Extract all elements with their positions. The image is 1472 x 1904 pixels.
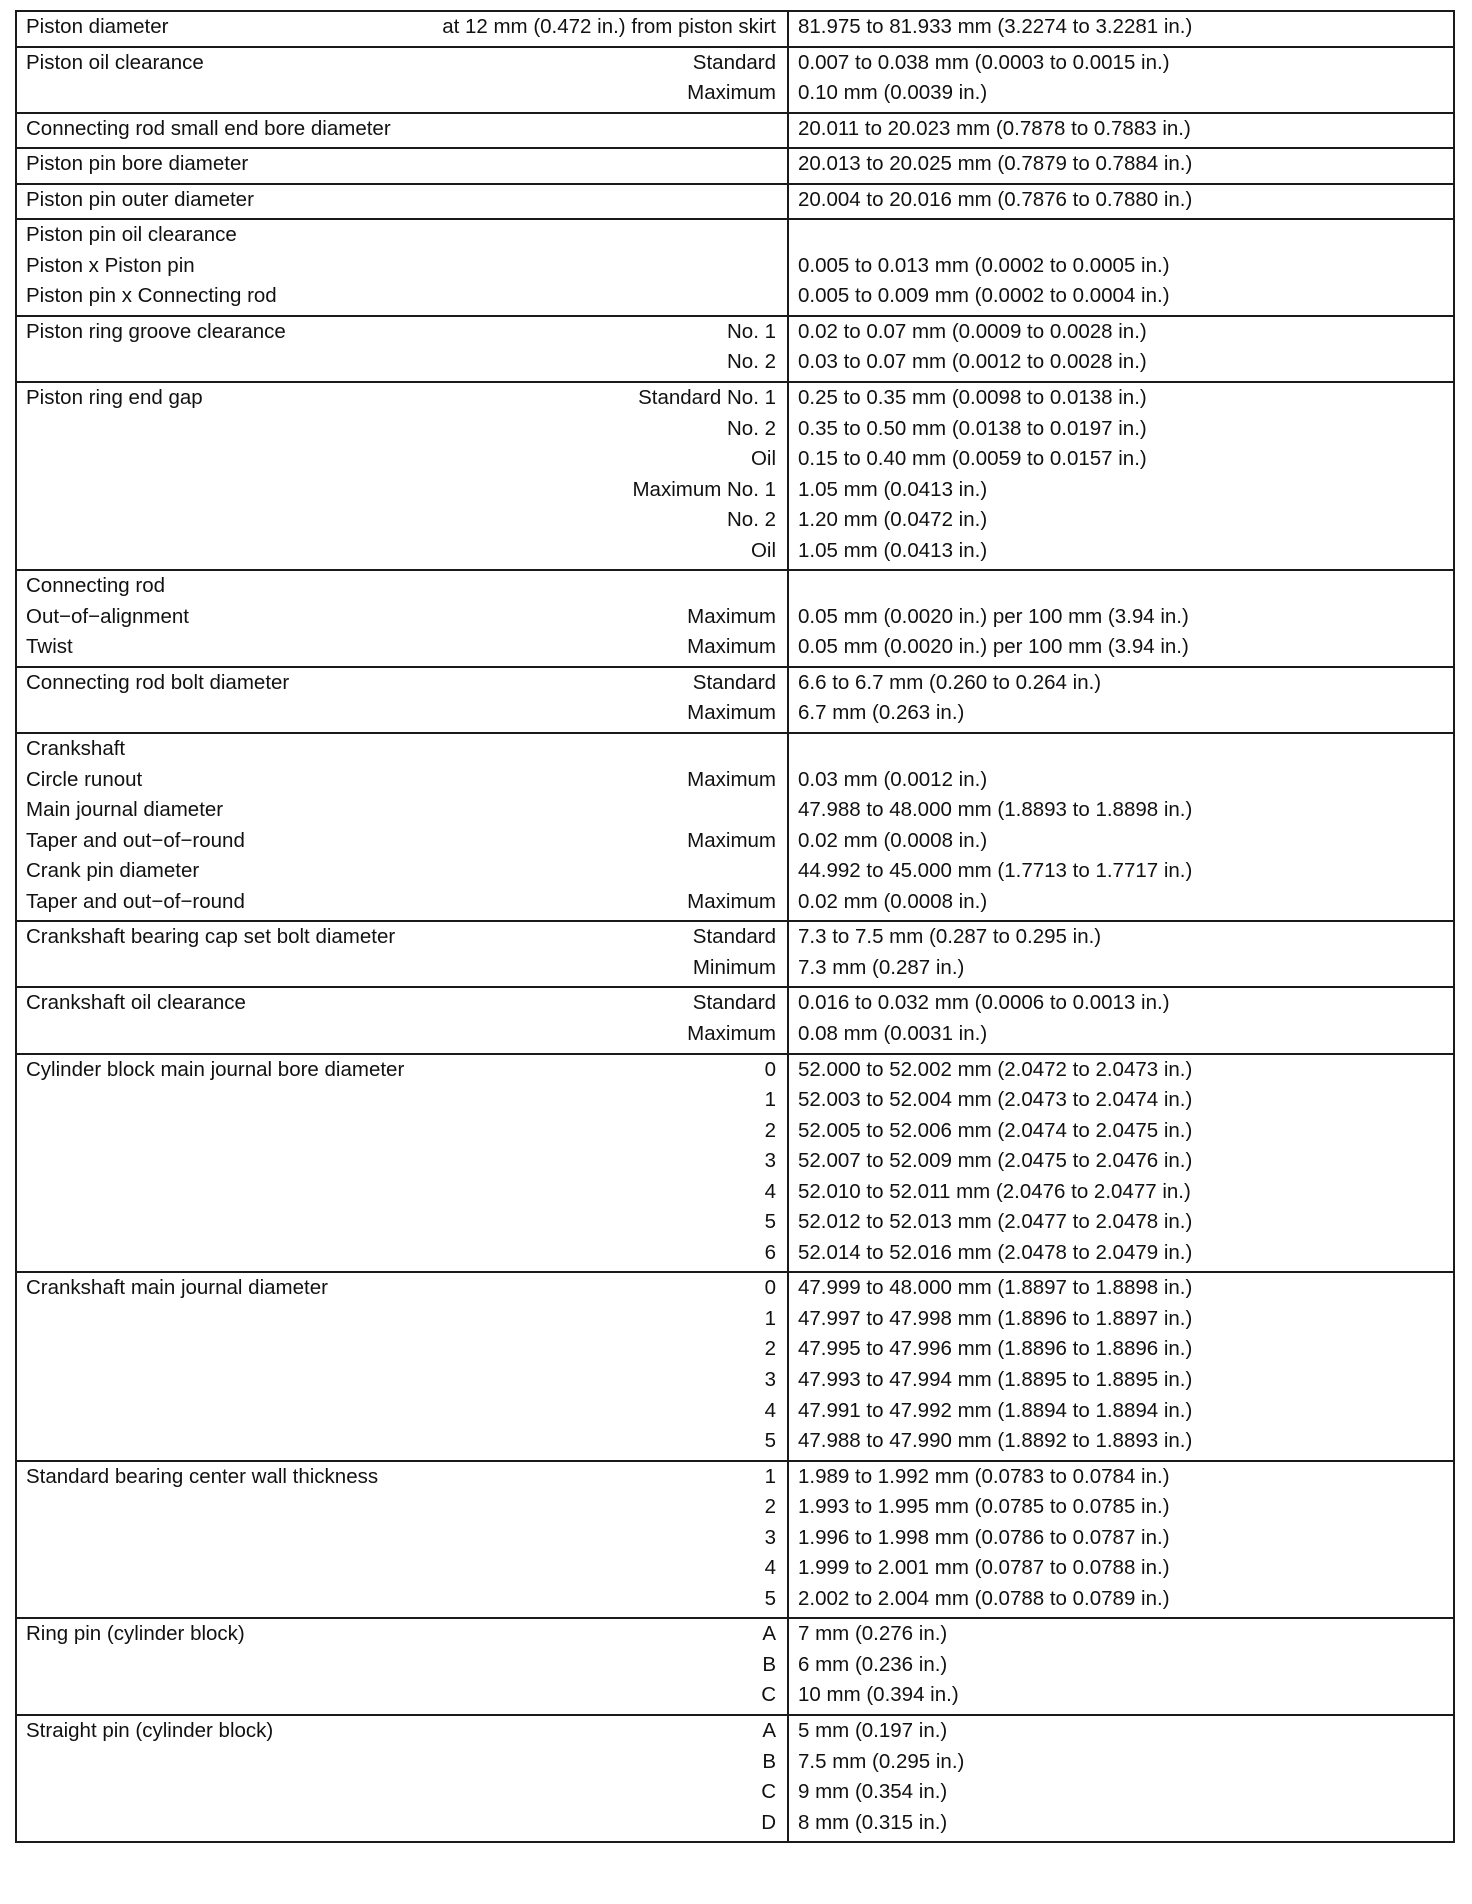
spec-condition-label: B <box>762 1652 776 1676</box>
spec-item-line <box>17 475 787 506</box>
spec-item-line <box>17 347 787 378</box>
spec-condition-label: Minimum <box>692 955 776 979</box>
spec-value: 0.03 mm (0.0012 in.) <box>798 767 988 791</box>
spec-row <box>16 1054 1454 1273</box>
spec-item-line <box>17 668 787 699</box>
spec-item-cell <box>16 1618 788 1715</box>
row-padding <box>17 729 787 732</box>
spec-value: 52.000 to 52.002 mm (2.0472 to 2.0473 in.) <box>798 1057 1193 1081</box>
spec-condition-label: Oil <box>750 447 776 471</box>
spec-item-cell <box>16 667 788 733</box>
spec-row <box>16 1272 1454 1460</box>
spec-condition-label: No. 2 <box>727 508 776 532</box>
spec-value: 0.02 to 0.07 mm (0.0009 to 0.0028 in.) <box>798 319 1147 343</box>
row-padding <box>789 983 1453 986</box>
spec-item-cell <box>16 733 788 921</box>
spec-item-cell <box>16 1272 788 1460</box>
row-padding <box>17 144 787 147</box>
spec-item-line <box>17 536 787 567</box>
spec-condition-label: 1 <box>764 1464 776 1488</box>
spec-item-cell <box>16 316 788 382</box>
row-padding <box>789 1268 1453 1271</box>
spec-value-cell <box>788 219 1454 316</box>
spec-item-label: Ring pin (cylinder block) <box>26 1622 245 1646</box>
spec-value-cell <box>788 733 1454 921</box>
spec-item-line <box>17 78 787 109</box>
row-padding <box>789 729 1453 732</box>
spec-item-label: Crankshaft bearing cap set bolt diameter <box>26 925 396 949</box>
row-padding <box>789 1050 1453 1053</box>
spec-item-line <box>17 1462 787 1493</box>
spec-item-label: Piston diameter <box>26 15 169 38</box>
spec-value: 0.25 to 0.35 mm (0.0098 to 0.0138 in.) <box>798 386 1147 410</box>
spec-item-cell <box>16 113 788 149</box>
spec-condition-label: D <box>761 1810 776 1834</box>
spec-item-line <box>17 795 787 826</box>
spec-value: 8 mm (0.315 in.) <box>798 1810 948 1834</box>
spec-item-label: Out−of−alignment <box>26 604 189 628</box>
spec-row <box>16 1461 1454 1619</box>
spec-value: 5 mm (0.197 in.) <box>798 1718 948 1742</box>
row-padding <box>17 1838 787 1841</box>
spec-value-cell <box>788 1618 1454 1715</box>
spec-row <box>16 219 1454 316</box>
spec-value <box>789 734 1453 765</box>
spec-condition-label: 0 <box>764 1276 776 1300</box>
spec-value <box>789 220 1453 251</box>
spec-value-cell <box>788 1461 1454 1619</box>
spec-value: 0.02 mm (0.0008 in.) <box>798 889 988 913</box>
spec-item-line <box>17 734 787 765</box>
spec-condition-label: Maximum <box>687 1021 776 1045</box>
spec-condition-label: at 12 mm (0.472 in.) from piston skirt <box>442 15 776 38</box>
spec-value: 1.996 to 1.998 mm (0.0786 to 0.0787 in.) <box>798 1525 1170 1549</box>
row-padding <box>789 378 1453 381</box>
spec-item-line <box>17 1777 787 1808</box>
spec-value-cell <box>788 667 1454 733</box>
spec-value: 1.05 mm (0.0413 in.) <box>798 538 988 562</box>
spec-value: 52.007 to 52.009 mm (2.0475 to 2.0476 in.) <box>798 1149 1193 1173</box>
row-padding <box>17 983 787 986</box>
spec-item-line <box>17 185 787 216</box>
spec-value: 0.05 mm (0.0020 in.) per 100 mm (3.94 in.) <box>798 604 1189 628</box>
spec-value: 6 mm (0.236 in.) <box>798 1652 948 1676</box>
spec-value: 20.013 to 20.025 mm (0.7879 to 0.7884 in.) <box>798 152 1193 176</box>
spec-item-cell <box>16 219 788 316</box>
spec-condition-label: 5 <box>764 1586 776 1610</box>
spec-row <box>16 570 1454 667</box>
spec-condition-label: Standard <box>692 991 776 1015</box>
spec-condition-label: Maximum <box>687 701 776 725</box>
spec-condition-label: C <box>761 1780 776 1804</box>
spec-row <box>16 667 1454 733</box>
spec-value: 47.995 to 47.996 mm (1.8896 to 1.8896 in.) <box>798 1337 1193 1361</box>
spec-value: 0.005 to 0.013 mm (0.0002 to 0.0005 in.) <box>798 253 1170 277</box>
row-padding <box>789 109 1453 112</box>
spec-item-line <box>17 1273 787 1304</box>
row-padding <box>17 1711 787 1714</box>
spec-row <box>16 184 1454 220</box>
spec-item-line <box>17 698 787 729</box>
spec-item-label: Twist <box>26 635 73 659</box>
spec-value: 6.7 mm (0.263 in.) <box>798 701 965 725</box>
spec-value-cell <box>788 382 1454 570</box>
spec-item-cell <box>16 11 788 47</box>
spec-item-label: Standard bearing center wall thickness <box>26 1464 379 1488</box>
spec-value: 0.35 to 0.50 mm (0.0138 to 0.0197 in.) <box>798 416 1147 440</box>
spec-item-label: Crank pin diameter <box>26 859 200 883</box>
spec-item-label: Piston oil clearance <box>26 50 204 74</box>
row-padding <box>789 1711 1453 1714</box>
spec-item-line <box>17 505 787 536</box>
spec-value-cell <box>788 47 1454 113</box>
spec-value: 47.997 to 47.998 mm (1.8896 to 1.8897 in.) <box>798 1306 1193 1330</box>
spec-condition-label: 2 <box>764 1337 776 1361</box>
spec-condition-label: A <box>762 1622 776 1646</box>
spec-condition-label: Maximum No. 1 <box>632 477 776 501</box>
row-padding <box>17 43 787 46</box>
spec-value: 7.3 mm (0.287 in.) <box>798 955 965 979</box>
spec-condition-label: 1 <box>764 1088 776 1112</box>
spec-item-line <box>17 281 787 312</box>
spec-item-line <box>17 1650 787 1681</box>
spec-value: 6.6 to 6.7 mm (0.260 to 0.264 in.) <box>798 670 1102 694</box>
spec-item-cell <box>16 184 788 220</box>
spec-item-line <box>17 1055 787 1086</box>
spec-condition-label: Maximum <box>687 828 776 852</box>
spec-item-label: Connecting rod bolt diameter <box>26 670 290 694</box>
spec-value: 81.975 to 81.933 mm (3.2274 to 3.2281 in.) <box>798 15 1193 38</box>
spec-item-line <box>17 1146 787 1177</box>
spec-item-line <box>17 48 787 79</box>
spec-item-cell <box>16 921 788 987</box>
row-padding <box>789 180 1453 183</box>
spec-row <box>16 11 1454 47</box>
spec-item-label: Piston x Piston pin <box>26 253 195 277</box>
spec-value: 47.991 to 47.992 mm (1.8894 to 1.8894 in.) <box>798 1398 1193 1422</box>
spec-item-label: Piston pin oil clearance <box>26 223 237 247</box>
row-padding <box>789 1614 1453 1617</box>
spec-row <box>16 733 1454 921</box>
spec-item-label: Taper and out−of−round <box>26 889 245 913</box>
spec-value: 52.003 to 52.004 mm (2.0473 to 2.0474 in.) <box>798 1088 1193 1112</box>
spec-row <box>16 148 1454 184</box>
spec-item-cell <box>16 1054 788 1273</box>
spec-item-cell <box>16 1461 788 1619</box>
spec-item-label: Circle runout <box>26 767 143 791</box>
row-padding <box>789 1838 1453 1841</box>
spec-item-label: Cylinder block main journal bore diameter <box>26 1057 405 1081</box>
spec-condition-label: 0 <box>764 1057 776 1081</box>
row-padding <box>17 566 787 569</box>
spec-value: 7.3 to 7.5 mm (0.287 to 0.295 in.) <box>798 925 1102 949</box>
specification-table-body <box>16 11 1454 1842</box>
spec-item-line <box>17 414 787 445</box>
spec-value: 1.989 to 1.992 mm (0.0783 to 0.0784 in.) <box>798 1464 1170 1488</box>
spec-item-line <box>17 1523 787 1554</box>
row-padding <box>789 312 1453 315</box>
spec-value: 52.005 to 52.006 mm (2.0474 to 2.0475 in.) <box>798 1118 1193 1142</box>
spec-condition-label: 3 <box>764 1149 776 1173</box>
spec-item-line <box>17 1334 787 1365</box>
spec-condition-label: Standard <box>692 925 776 949</box>
spec-value-cell <box>788 1715 1454 1842</box>
spec-value <box>789 571 1453 602</box>
spec-condition-label: No. 1 <box>727 319 776 343</box>
spec-item-line <box>17 953 787 984</box>
spec-value: 2.002 to 2.004 mm (0.0788 to 0.0789 in.) <box>798 1586 1170 1610</box>
row-padding <box>17 312 787 315</box>
spec-value: 52.012 to 52.013 mm (2.0477 to 2.0478 in.) <box>798 1210 1193 1234</box>
spec-item-line <box>17 1177 787 1208</box>
spec-condition-label: 3 <box>764 1525 776 1549</box>
spec-item-line <box>17 114 787 145</box>
spec-condition-label: 2 <box>764 1118 776 1142</box>
spec-item-line <box>17 12 787 43</box>
spec-value: 0.05 mm (0.0020 in.) per 100 mm (3.94 in.) <box>798 635 1189 659</box>
spec-value: 47.988 to 48.000 mm (1.8893 to 1.8898 in.) <box>798 798 1193 822</box>
spec-condition-label: A <box>762 1718 776 1742</box>
spec-value: 0.10 mm (0.0039 in.) <box>798 81 988 105</box>
spec-item-label: Piston ring groove clearance <box>26 319 286 343</box>
spec-item-line <box>17 1584 787 1615</box>
row-padding <box>17 1457 787 1460</box>
spec-item-line <box>17 887 787 918</box>
spec-row <box>16 987 1454 1053</box>
row-padding <box>789 43 1453 46</box>
spec-value-cell <box>788 921 1454 987</box>
spec-item-line <box>17 632 787 663</box>
row-padding <box>17 1050 787 1053</box>
spec-value: 7.5 mm (0.295 in.) <box>798 1749 965 1773</box>
spec-item-label: Main journal diameter <box>26 798 224 822</box>
spec-condition-label: 4 <box>764 1179 776 1203</box>
spec-item-cell <box>16 987 788 1053</box>
row-padding <box>789 566 1453 569</box>
spec-item-line <box>17 1238 787 1269</box>
spec-item-line <box>17 251 787 282</box>
spec-condition-label: 1 <box>764 1306 776 1330</box>
spec-item-line <box>17 1553 787 1584</box>
spec-value: 1.20 mm (0.0472 in.) <box>798 508 988 532</box>
spec-item-line <box>17 1747 787 1778</box>
spec-value: 1.993 to 1.995 mm (0.0785 to 0.0785 in.) <box>798 1495 1170 1519</box>
spec-item-label: Piston pin bore diameter <box>26 152 249 176</box>
row-padding <box>17 1268 787 1271</box>
spec-item-line <box>17 602 787 633</box>
spec-item-label: Connecting rod small end bore diameter <box>26 116 391 140</box>
spec-row <box>16 382 1454 570</box>
spec-value: 20.011 to 20.023 mm (0.7878 to 0.7883 in.) <box>798 116 1191 140</box>
spec-item-line <box>17 383 787 414</box>
spec-value: 47.988 to 47.990 mm (1.8892 to 1.8893 in.) <box>798 1429 1193 1453</box>
spec-item-line <box>17 1396 787 1427</box>
spec-condition-label: 5 <box>764 1429 776 1453</box>
spec-condition-label: Oil <box>750 538 776 562</box>
spec-item-line <box>17 1716 787 1747</box>
spec-value-cell <box>788 11 1454 47</box>
specification-table <box>15 10 1455 1843</box>
row-padding <box>17 215 787 218</box>
row-padding <box>789 663 1453 666</box>
row-padding <box>17 663 787 666</box>
spec-condition-label: Maximum <box>687 81 776 105</box>
row-padding <box>789 215 1453 218</box>
spec-item-line <box>17 317 787 348</box>
spec-item-line <box>17 1116 787 1147</box>
row-padding <box>17 378 787 381</box>
spec-condition-label: C <box>761 1683 776 1707</box>
spec-value: 0.007 to 0.038 mm (0.0003 to 0.0015 in.) <box>798 50 1170 74</box>
row-padding <box>789 1457 1453 1460</box>
spec-item-line <box>17 922 787 953</box>
spec-row <box>16 1618 1454 1715</box>
spec-value: 10 mm (0.394 in.) <box>798 1683 959 1707</box>
spec-condition-label: 4 <box>764 1398 776 1422</box>
spec-item-label: Piston pin x Connecting rod <box>26 284 277 308</box>
spec-item-line <box>17 1365 787 1396</box>
spec-condition-label: Standard <box>692 670 776 694</box>
spec-item-cell <box>16 570 788 667</box>
row-padding <box>789 917 1453 920</box>
spec-item-line <box>17 988 787 1019</box>
spec-value: 0.15 to 0.40 mm (0.0059 to 0.0157 in.) <box>798 447 1147 471</box>
spec-item-line <box>17 765 787 796</box>
spec-condition-label: 5 <box>764 1210 776 1234</box>
spec-item-line <box>17 1019 787 1050</box>
spec-value: 52.014 to 52.016 mm (2.0478 to 2.0479 in.) <box>798 1240 1193 1264</box>
spec-row <box>16 316 1454 382</box>
spec-value: 20.004 to 20.016 mm (0.7876 to 0.7880 in.) <box>798 187 1193 211</box>
spec-item-cell <box>16 148 788 184</box>
spec-condition-label: 6 <box>764 1240 776 1264</box>
spec-item-label: Crankshaft <box>26 737 126 761</box>
spec-value: 0.02 mm (0.0008 in.) <box>798 828 988 852</box>
spec-value: 0.005 to 0.009 mm (0.0002 to 0.0004 in.) <box>798 284 1170 308</box>
spec-condition-label: No. 2 <box>727 350 776 374</box>
row-padding <box>17 180 787 183</box>
spec-item-label: Straight pin (cylinder block) <box>26 1718 274 1742</box>
spec-item-line <box>17 220 787 251</box>
spec-item-cell <box>16 382 788 570</box>
spec-item-line <box>17 826 787 857</box>
spec-value-cell <box>788 1272 1454 1460</box>
spec-value: 44.992 to 45.000 mm (1.7713 to 1.7717 in.) <box>798 859 1193 883</box>
spec-item-line <box>17 571 787 602</box>
spec-item-label: Crankshaft oil clearance <box>26 991 246 1015</box>
spec-item-line <box>17 1492 787 1523</box>
spec-item-line <box>17 1680 787 1711</box>
spec-value-cell <box>788 184 1454 220</box>
row-padding <box>17 109 787 112</box>
spec-item-line <box>17 1808 787 1839</box>
spec-item-line <box>17 1085 787 1116</box>
spec-value: 0.08 mm (0.0031 in.) <box>798 1021 988 1045</box>
spec-value: 0.03 to 0.07 mm (0.0012 to 0.0028 in.) <box>798 350 1147 374</box>
spec-value: 1.999 to 2.001 mm (0.0787 to 0.0788 in.) <box>798 1556 1170 1580</box>
spec-value: 0.016 to 0.032 mm (0.0006 to 0.0013 in.) <box>798 991 1170 1015</box>
spec-item-line <box>17 856 787 887</box>
spec-value: 47.999 to 48.000 mm (1.8897 to 1.8898 in.) <box>798 1276 1193 1300</box>
spec-item-label: Crankshaft main journal diameter <box>26 1276 328 1300</box>
spec-value-cell <box>788 113 1454 149</box>
spec-item-line <box>17 1426 787 1457</box>
spec-item-line <box>17 1304 787 1335</box>
spec-condition-label: 4 <box>764 1556 776 1580</box>
spec-row <box>16 1715 1454 1842</box>
spec-condition-label: Standard No. 1 <box>638 386 776 410</box>
spec-condition-label: Standard <box>692 50 776 74</box>
row-padding <box>789 144 1453 147</box>
spec-item-cell <box>16 1715 788 1842</box>
spec-value-cell <box>788 316 1454 382</box>
spec-item-line <box>17 1207 787 1238</box>
spec-row <box>16 47 1454 113</box>
spec-condition-label: No. 2 <box>727 416 776 440</box>
spec-condition-label: Maximum <box>687 889 776 913</box>
spec-value: 47.993 to 47.994 mm (1.8895 to 1.8895 in.) <box>798 1367 1193 1391</box>
spec-condition-label: 3 <box>764 1367 776 1391</box>
spec-item-line <box>17 444 787 475</box>
spec-value: 7 mm (0.276 in.) <box>798 1622 948 1646</box>
spec-item-label: Piston ring end gap <box>26 386 203 410</box>
spec-condition-label: Maximum <box>687 767 776 791</box>
spec-item-line <box>17 1619 787 1650</box>
spec-item-label: Connecting rod <box>26 574 166 598</box>
spec-item-line <box>17 149 787 180</box>
spec-value-cell <box>788 987 1454 1053</box>
spec-value-cell <box>788 148 1454 184</box>
spec-value-cell <box>788 1054 1454 1273</box>
spec-condition-label: Maximum <box>687 635 776 659</box>
spec-value-cell <box>788 570 1454 667</box>
spec-value: 9 mm (0.354 in.) <box>798 1780 948 1804</box>
spec-item-cell <box>16 47 788 113</box>
spec-condition-label: Maximum <box>687 604 776 628</box>
spec-item-label: Taper and out−of−round <box>26 828 245 852</box>
row-padding <box>17 1614 787 1617</box>
row-padding <box>17 917 787 920</box>
spec-condition-label: B <box>762 1749 776 1773</box>
spec-value: 1.05 mm (0.0413 in.) <box>798 477 988 501</box>
spec-row <box>16 921 1454 987</box>
spec-row <box>16 113 1454 149</box>
spec-value: 52.010 to 52.011 mm (2.0476 to 2.0477 in.) <box>798 1179 1191 1203</box>
spec-item-label: Piston pin outer diameter <box>26 187 254 211</box>
spec-condition-label: 2 <box>764 1495 776 1519</box>
